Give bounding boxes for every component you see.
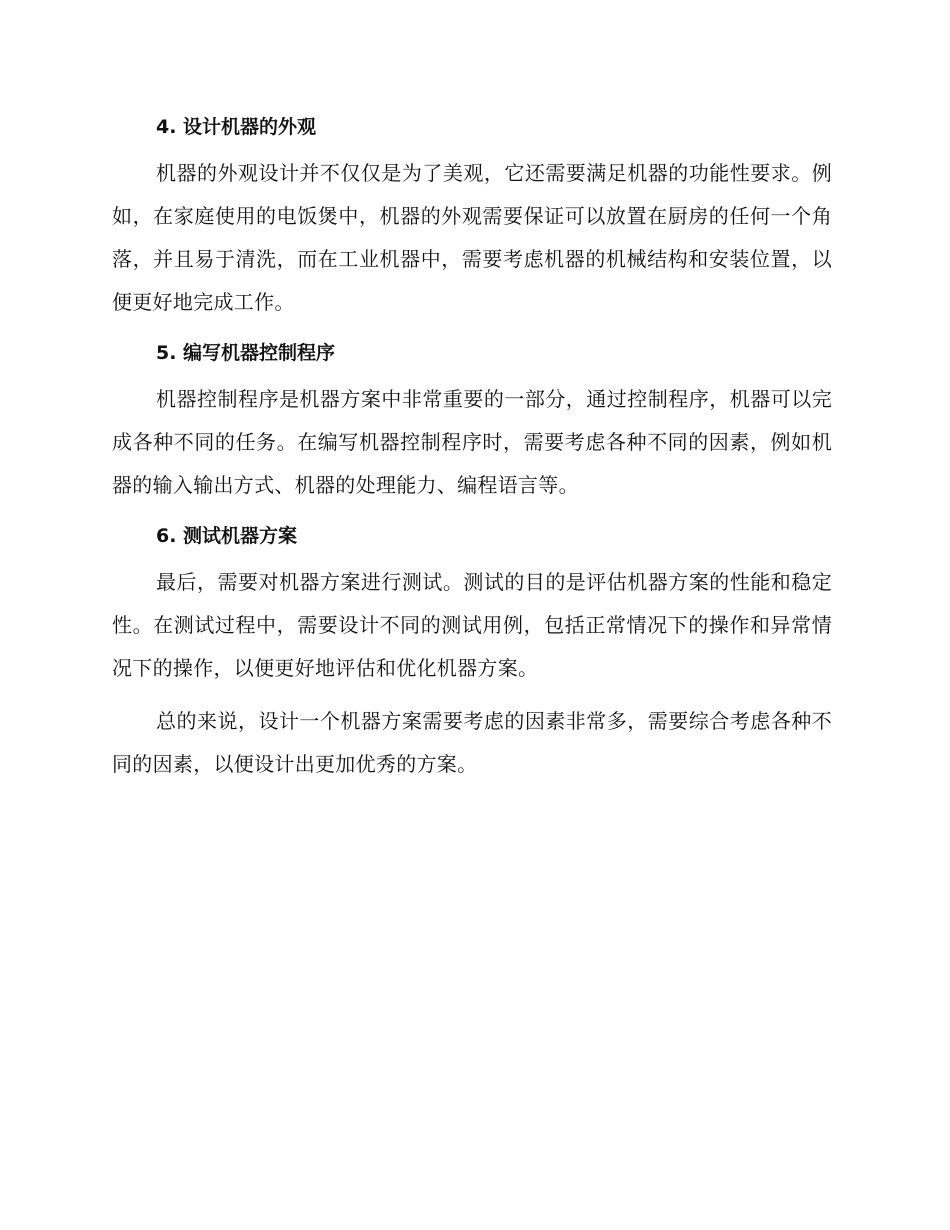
section-6 [112,517,832,786]
section-heading: 6. 测试机器方案 [156,525,298,547]
section-paragraph: 机器的外观设计并不仅仅是为了美观，它还需要满足机器的功能性要求。例如，在家庭使用的电饭煲中，机器的外观需要保证可以放置在厨房的任何一个角落，并且易于清洗，而在工业机器中，需要考虑机器的机械结构和安装位置，以便更好地完成工作。 [112,161,832,314]
section-heading: 4. 设计机器的外观 [156,116,317,138]
conclusion-paragraph: 总的来说，设计一个机器方案需要考虑的因素非常多，需要综合考虑各种不同的因素，以便设计出更加优秀的方案。 [112,709,832,776]
section-paragraph: 机器控制程序是机器方案中非常重要的一部分，通过控制程序，机器可以完成各种不同的任务。在编写机器控制程序时，需要考虑各种不同的因素，例如机器的输入输出方式、机器的处理能力、编程语言等。 [112,387,832,497]
document-page [112,108,832,796]
section-paragraph: 最后，需要对机器方案进行测试。测试的目的是评估机器方案的性能和稳定性。在测试过程中，需要设计不同的测试用例，包括正常情况下的操作和异常情况下的操作，以便更好地评估和优化机器方案。 [112,570,832,680]
section-heading: 5. 编写机器控制程序 [156,342,336,364]
section-5 [112,334,832,507]
section-4 [112,108,832,324]
